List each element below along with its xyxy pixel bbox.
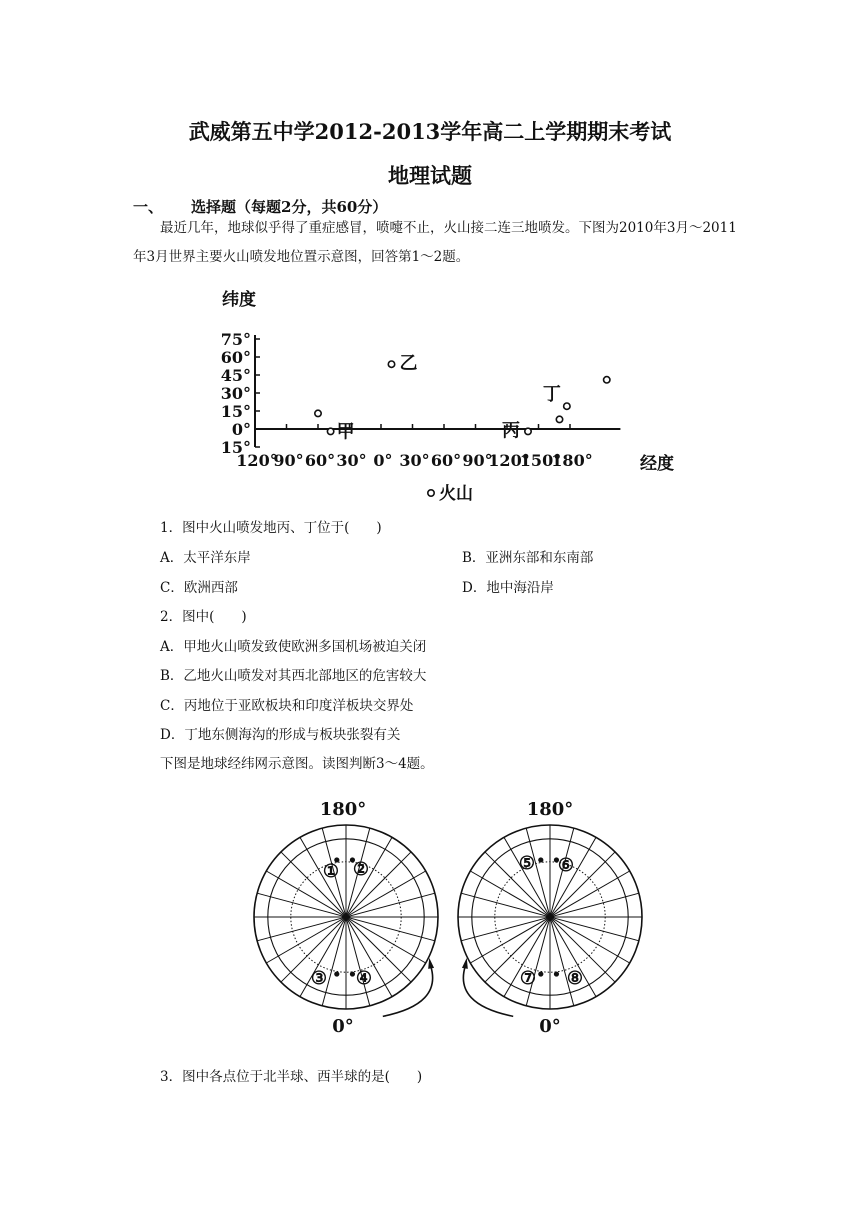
x-tick-label: 30° — [336, 451, 367, 470]
right-bottom-longitude-label: 0° — [539, 1016, 561, 1037]
question-2-option-d: D．丁地东侧海沟的形成与板块张裂有关 — [160, 727, 401, 743]
volcano-point-label: 乙 — [399, 353, 418, 375]
point-label-7: ⑦ — [519, 968, 537, 989]
rotation-arrow-head — [462, 958, 468, 969]
location-dot — [350, 971, 355, 976]
volcano-point — [604, 377, 610, 383]
y-tick-label: 60° — [220, 348, 251, 367]
left-top-longitude-label: 180° — [319, 799, 367, 820]
volcano-point — [564, 403, 570, 409]
intro-paragraph-1: 最近几年，地球似乎得了重症感冒，喷嚏不止，火山接二连三地喷发。下图为2010年3月～2011年3月世界主要火山喷发地位置示意图，回答第1～2题。 — [133, 220, 737, 265]
y-tick-label: 15° — [220, 438, 251, 457]
question-2-option-a: A．甲地火山喷发致使欧洲多国机场被迫关闭 — [160, 639, 427, 655]
volcano-point — [388, 361, 394, 367]
question-1-option-c: C．欧洲西部 — [160, 580, 238, 596]
y-tick-label: 0° — [231, 420, 251, 439]
right-top-longitude-label: 180° — [526, 799, 574, 820]
polar-circle-right — [458, 825, 642, 1016]
point-label-2: ② — [352, 859, 370, 880]
section-label: 选择题（每题2分，共60分） — [191, 198, 388, 216]
section-number: 一、 — [133, 198, 164, 216]
x-axis-label: 经度 — [640, 454, 674, 474]
x-tick-label: 150° — [519, 451, 562, 470]
question-2-option-c: C．丙地位于亚欧板块和印度洋板块交界处 — [160, 698, 414, 714]
polar-diagram — [0, 785, 860, 1045]
volcano-point-label: 甲 — [336, 421, 355, 443]
point-label-8: ⑧ — [566, 968, 584, 989]
rotation-arrow — [383, 966, 433, 1017]
x-tick-label: 60° — [430, 451, 462, 470]
point-label-1: ① — [322, 861, 340, 882]
x-tick-label: 60° — [304, 451, 336, 470]
volcano-point — [556, 416, 562, 422]
question-1-option-a: A．太平洋东岸 — [160, 550, 251, 566]
x-tick-label: 90° — [462, 451, 493, 470]
point-label-5: ⑤ — [518, 853, 536, 874]
x-tick-label: 90° — [273, 451, 304, 470]
point-label-6: ⑥ — [557, 855, 575, 876]
x-tick-label: 180° — [551, 451, 593, 470]
x-tick-label: 0° — [373, 451, 393, 470]
question-1-option-b: B．亚洲东部和东南部 — [462, 550, 594, 566]
location-dot — [554, 971, 559, 976]
y-tick-label: 30° — [220, 384, 251, 403]
question-2-stem: 2．图中( ) — [160, 609, 247, 625]
exam-subtitle: 地理试题 — [388, 163, 472, 188]
location-dot — [334, 971, 339, 976]
x-tick-label: 30° — [399, 451, 430, 470]
volcano-point-label: 丙 — [502, 420, 520, 442]
point-label-4: ④ — [355, 968, 373, 989]
volcano-point — [327, 428, 333, 434]
y-tick-label: 15° — [220, 402, 251, 421]
volcano-point — [525, 428, 531, 434]
volcano-point-label: 丁 — [542, 384, 561, 406]
x-tick-label: 120° — [488, 451, 530, 470]
location-dot — [538, 971, 543, 976]
polar-circle-left — [254, 825, 438, 1016]
y-tick-label: 45° — [220, 366, 251, 385]
question-2-option-b: B．乙地火山喷发对其西北部地区的危害较大 — [160, 668, 427, 684]
exam-title: 武威第五中学2012-2013学年高二上学期期末考试 — [188, 119, 672, 144]
question-1-option-d: D．地中海沿岸 — [462, 580, 554, 596]
location-dot — [538, 857, 543, 862]
volcano-chart — [0, 285, 860, 505]
x-tick-label: 120° — [236, 451, 278, 470]
legend-volcano-symbol — [428, 490, 434, 496]
question-1-stem: 1．图中火山喷发地丙、丁位于( ) — [160, 520, 382, 536]
rotation-arrow — [463, 966, 513, 1017]
y-axis-label: 纬度 — [222, 290, 256, 310]
question-3-stem: 3．图中各点位于北半球、西半球的是( ) — [160, 1069, 423, 1085]
intro-paragraph-2: 下图是地球经纬网示意图。读图判断3～4题。 — [160, 756, 434, 772]
rotation-arrow-head — [428, 958, 434, 969]
y-tick-label: 75° — [220, 330, 251, 349]
legend-label: 火山 — [439, 484, 473, 504]
volcano-point — [315, 410, 321, 416]
point-label-3: ③ — [310, 968, 328, 989]
left-bottom-longitude-label: 0° — [332, 1016, 354, 1037]
